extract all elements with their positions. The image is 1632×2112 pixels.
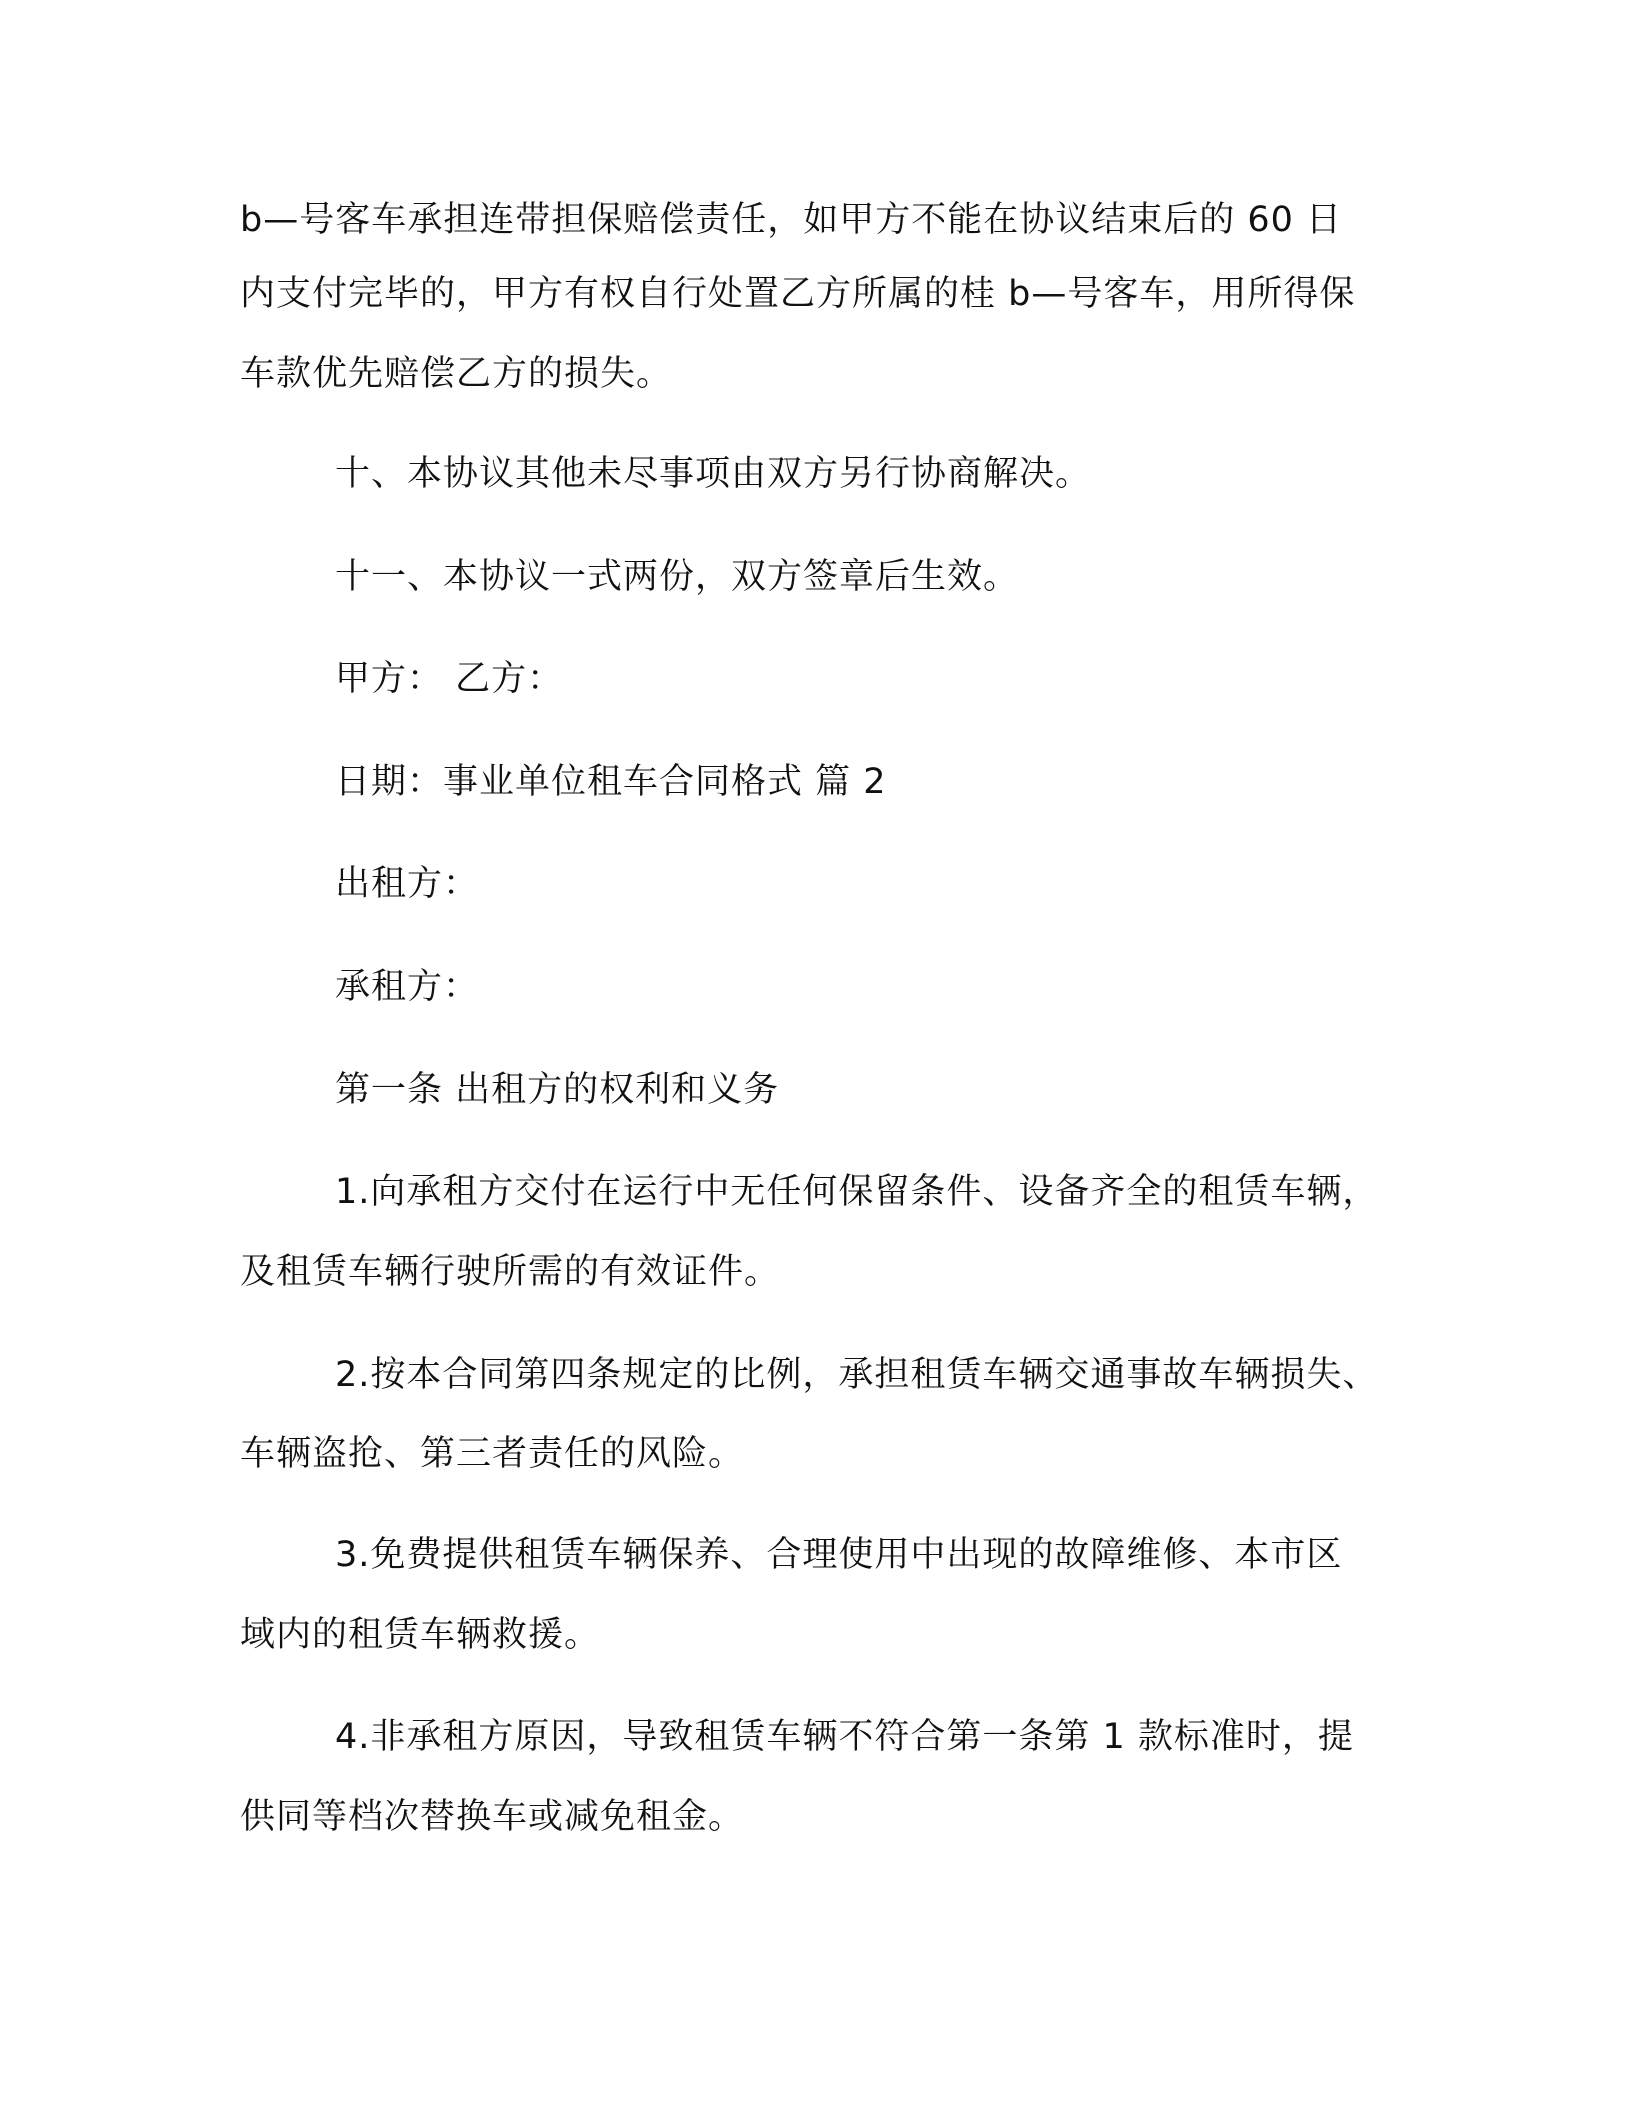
item-1-line: 1.向承租方交付在运行中无任何保留条件、设备齐全的租赁车辆， bbox=[335, 1172, 1379, 1212]
item-3-line: 3.免费提供租赁车辆保养、合理使用中出现的故障维修、本市区 bbox=[335, 1535, 1343, 1575]
clause-10: 十、本协议其他未尽事项由双方另行协商解决。 bbox=[335, 454, 1092, 494]
item-2-line: 2.按本合同第四条规定的比例，承担租赁车辆交通事故车辆损失、 bbox=[335, 1355, 1379, 1395]
lessor-label: 出租方： bbox=[335, 864, 480, 904]
item-3-line: 域内的租赁车辆救援。 bbox=[240, 1615, 601, 1655]
paragraph-line: 车款优先赔偿乙方的损失。 bbox=[240, 354, 673, 394]
paragraph-line: b—号客车承担连带担保赔偿责任，如甲方不能在协议结束后的 60 日 bbox=[240, 200, 1343, 240]
date-and-heading: 日期：事业单位租车合同格式 篇 2 bbox=[335, 762, 887, 802]
signature-parties: 甲方： 乙方： bbox=[335, 659, 564, 699]
item-4-line: 供同等档次替换车或减免租金。 bbox=[240, 1797, 745, 1837]
item-4-line: 4.非承租方原因，导致租赁车辆不符合第一条第 1 款标准时，提 bbox=[335, 1717, 1354, 1757]
item-1-line: 及租赁车辆行驶所需的有效证件。 bbox=[240, 1252, 781, 1292]
paragraph-line: 内支付完毕的，甲方有权自行处置乙方所属的桂 b—号客车，用所得保 bbox=[240, 274, 1356, 314]
clause-11: 十一、本协议一式两份，双方签章后生效。 bbox=[335, 557, 1020, 597]
item-2-line: 车辆盗抢、第三者责任的风险。 bbox=[240, 1434, 745, 1474]
lessee-label: 承租方： bbox=[335, 967, 480, 1007]
article-1-heading: 第一条 出租方的权利和义务 bbox=[335, 1070, 780, 1110]
